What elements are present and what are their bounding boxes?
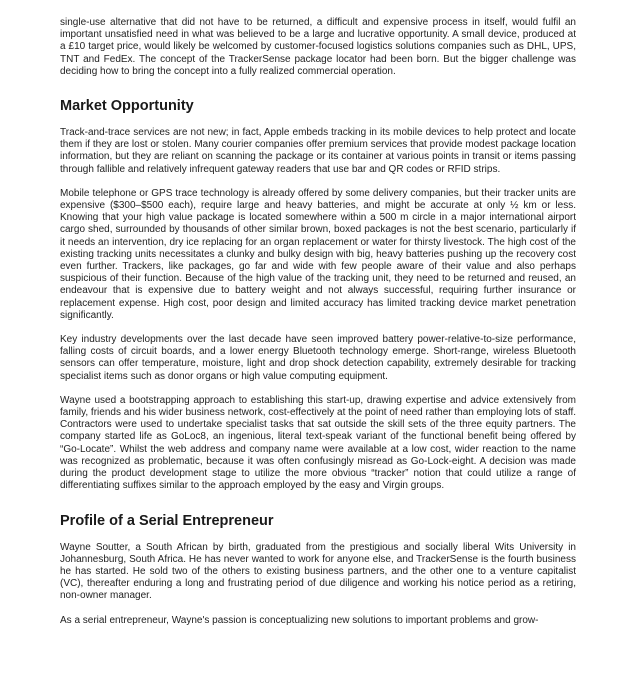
section-heading-market-opportunity: Market Opportunity: [60, 98, 194, 115]
profile-paragraph-1: Wayne Soutter, a South African by birth, graduated from the prestigious and socially liberal Wits University in Johannesburg, South Africa. He has never wanted to work for anyone else, and TrackerSense is the fourth business he has started. He sold two of the others to existing business partners, and the other one to a venture capitalist (VC), thereafter enduring a long and frustrating period of due diligence and working his notice period as a retiring, non-owner manager.: [60, 541, 576, 602]
intro-paragraph: single-use alternative that did not have to be returned, a difficult and expensive process in itself, would fulfil an important unsatisfied need in what was believed to be a large and lucrative opportunity. A small device, produced at a £10 target price, would likely be welcomed by customer-focused logistics solutions companies such as DHL, UPS, TNT and FedEx. The concept of the TrackerSense package locator had been born. But the bigger challenge was deciding how to bring the concept into a fully realized commercial operation.: [60, 17, 576, 77]
page-content: [60, 17, 576, 627]
section-heading-profile: Profile of a Serial Entrepreneur: [60, 512, 274, 529]
profile-paragraph-2: As a serial entrepreneur, Wayne's passion is conceptualizing new solutions to important problems and grow-: [60, 614, 539, 626]
market-paragraph-4: Wayne used a bootstrapping approach to establishing this start-up, drawing expertise and advice extensively from family, friends and his wider business network, cost-effectively at the point of need rather than employing lots of staff. Contractors were used to undertake specialist tasks that sat outside the skill sets of the three equity partners. The company started life as GoLoc8, an ingenious, literal text-speak variant of the functional benefit being offered by “Go-Locate”. Whilst the web address and company name were available at a low cost, wider reaction to the name was recognized as problematic, because it was often confusingly misread as Go-Lock-eight. A decision was made during the product development stage to utilize the more obvious “tracker” notion that could utilize a range of differentiating suffixes similar to the approach employed by the easy and Virgin groups.: [60, 394, 576, 492]
market-paragraph-2: Mobile telephone or GPS trace technology is already offered by some delivery companies, but their tracker units are expensive ($300–$500 each), require large and heavy batteries, and might be accurate at only ½ km or less. Knowing that your high value package is located somewhere within a 500 m circle in a major international airport cargo shed, surrounded by thousands of other similar brown, boxed packages is not the best scenario, particularly if it needs an intervention, dry ice replacing for an organ replacement or water for thirsty livestock. The high cost of the existing tracking units necessitates a clunky and bulky design with big, heavy batteries pushing up the recovery cost even further. Trackers, like packages, go far and wide with few people aware of their value and also perhaps suspicious of their function. Because of the high value of the tracking unit, they need to be returned and reused, an endeavour that is expensive due to battery weight and not always successful, requiring further insurance or replacement expense. High cost, poor design and limited accuracy has limited tracking device market penetration significantly.: [60, 187, 576, 321]
market-paragraph-3: Key industry developments over the last decade have seen improved battery power-relative-to-size performance, falling costs of circuit boards, and a lower energy Bluetooth technology emerge. Short-range, wireless Bluetooth sensors can offer temperature, moisture, light and drop shock detection capability, extremely desirable for tracking specialist items such as donor organs or high value computing equipment.: [60, 334, 576, 382]
market-paragraph-1: Track-and-trace services are not new; in fact, Apple embeds tracking in its mobile devices to help protect and locate them if they are lost or stolen. Many courier companies offer premium services that provide modest package location information, but they are reliant on scanning the package or its container at various points in transit or items passing through fallible and relatively infrequent gateway readers that use bar and QR codes or RFID strips.: [60, 127, 576, 175]
